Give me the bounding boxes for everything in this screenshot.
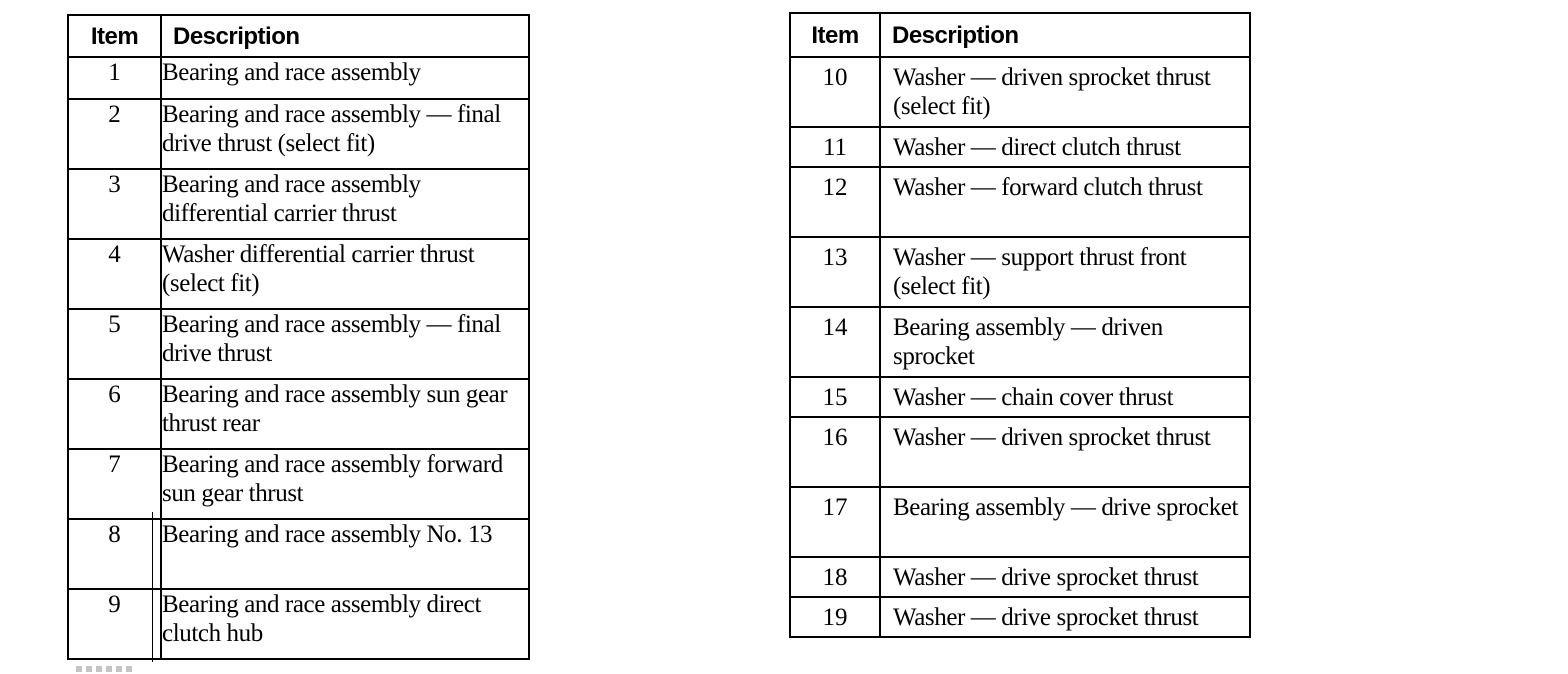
item-description: Bearing and race assembly sun gear thrust rear [161,379,529,449]
table-row [68,239,529,309]
item-description: Bearing and race assembly — final drive thrust [161,309,529,379]
item-number: 6 [68,379,161,449]
item-number: 8 [68,519,161,589]
item-number: 17 [790,487,880,557]
table-row [68,589,529,659]
table-row [790,557,1250,597]
table-row [68,519,529,589]
table-row [68,99,529,169]
parts-table-right [789,12,1251,638]
table-row [790,307,1250,377]
item-description: Washer — support thrust front (select fit) [880,237,1250,307]
item-number: 2 [68,99,161,169]
item-description: Washer — chain cover thrust [880,377,1250,417]
item-number: 19 [790,597,880,637]
item-description: Washer — driven sprocket thrust (select fit) [880,57,1250,127]
table-row [68,449,529,519]
header-description: Description [880,13,1250,57]
header-item: Item [790,13,880,57]
item-number: 13 [790,237,880,307]
item-description: Bearing assembly — drive sprocket [880,487,1250,557]
item-description: Bearing and race assembly No. 13 [161,519,529,589]
item-number: 18 [790,557,880,597]
table-row [68,309,529,379]
item-number: 16 [790,417,880,487]
item-number: 1 [68,57,161,99]
table-row [790,237,1250,307]
item-description: Bearing and race assembly forward sun gear thrust [161,449,529,519]
header-item: Item [68,15,161,57]
table-row [790,57,1250,127]
item-number: 15 [790,377,880,417]
table-row [790,487,1250,557]
item-description: Bearing and race assembly differential carrier thrust [161,169,529,239]
scan-artifact-line [152,512,153,662]
item-number: 14 [790,307,880,377]
table-row [790,377,1250,417]
table-row [68,169,529,239]
item-number: 7 [68,449,161,519]
item-number: 12 [790,167,880,237]
table-header-row [68,15,529,57]
table-row [790,167,1250,237]
item-description: Bearing and race assembly [161,57,529,99]
item-description: Washer — direct clutch thrust [880,127,1250,167]
item-number: 9 [68,589,161,659]
scan-smudge [76,666,136,672]
item-description: Washer — drive sprocket thrust [880,557,1250,597]
parts-table-left [67,14,530,660]
item-description: Bearing and race assembly — final drive thrust (select fit) [161,99,529,169]
item-description: Bearing assembly — driven sprocket [880,307,1250,377]
table-header-row [790,13,1250,57]
item-description: Washer differential carrier thrust (select fit) [161,239,529,309]
table-row [790,417,1250,487]
header-description: Description [161,15,529,57]
item-description: Washer — drive sprocket thrust [880,597,1250,637]
item-number: 10 [790,57,880,127]
table-row [68,57,529,99]
item-description: Washer — driven sprocket thrust [880,417,1250,487]
table-row [790,597,1250,637]
item-description: Washer — forward clutch thrust [880,167,1250,237]
item-number: 4 [68,239,161,309]
table-row [68,379,529,449]
item-number: 3 [68,169,161,239]
table-row [790,127,1250,167]
item-number: 11 [790,127,880,167]
item-description: Bearing and race assembly direct clutch hub [161,589,529,659]
item-number: 5 [68,309,161,379]
